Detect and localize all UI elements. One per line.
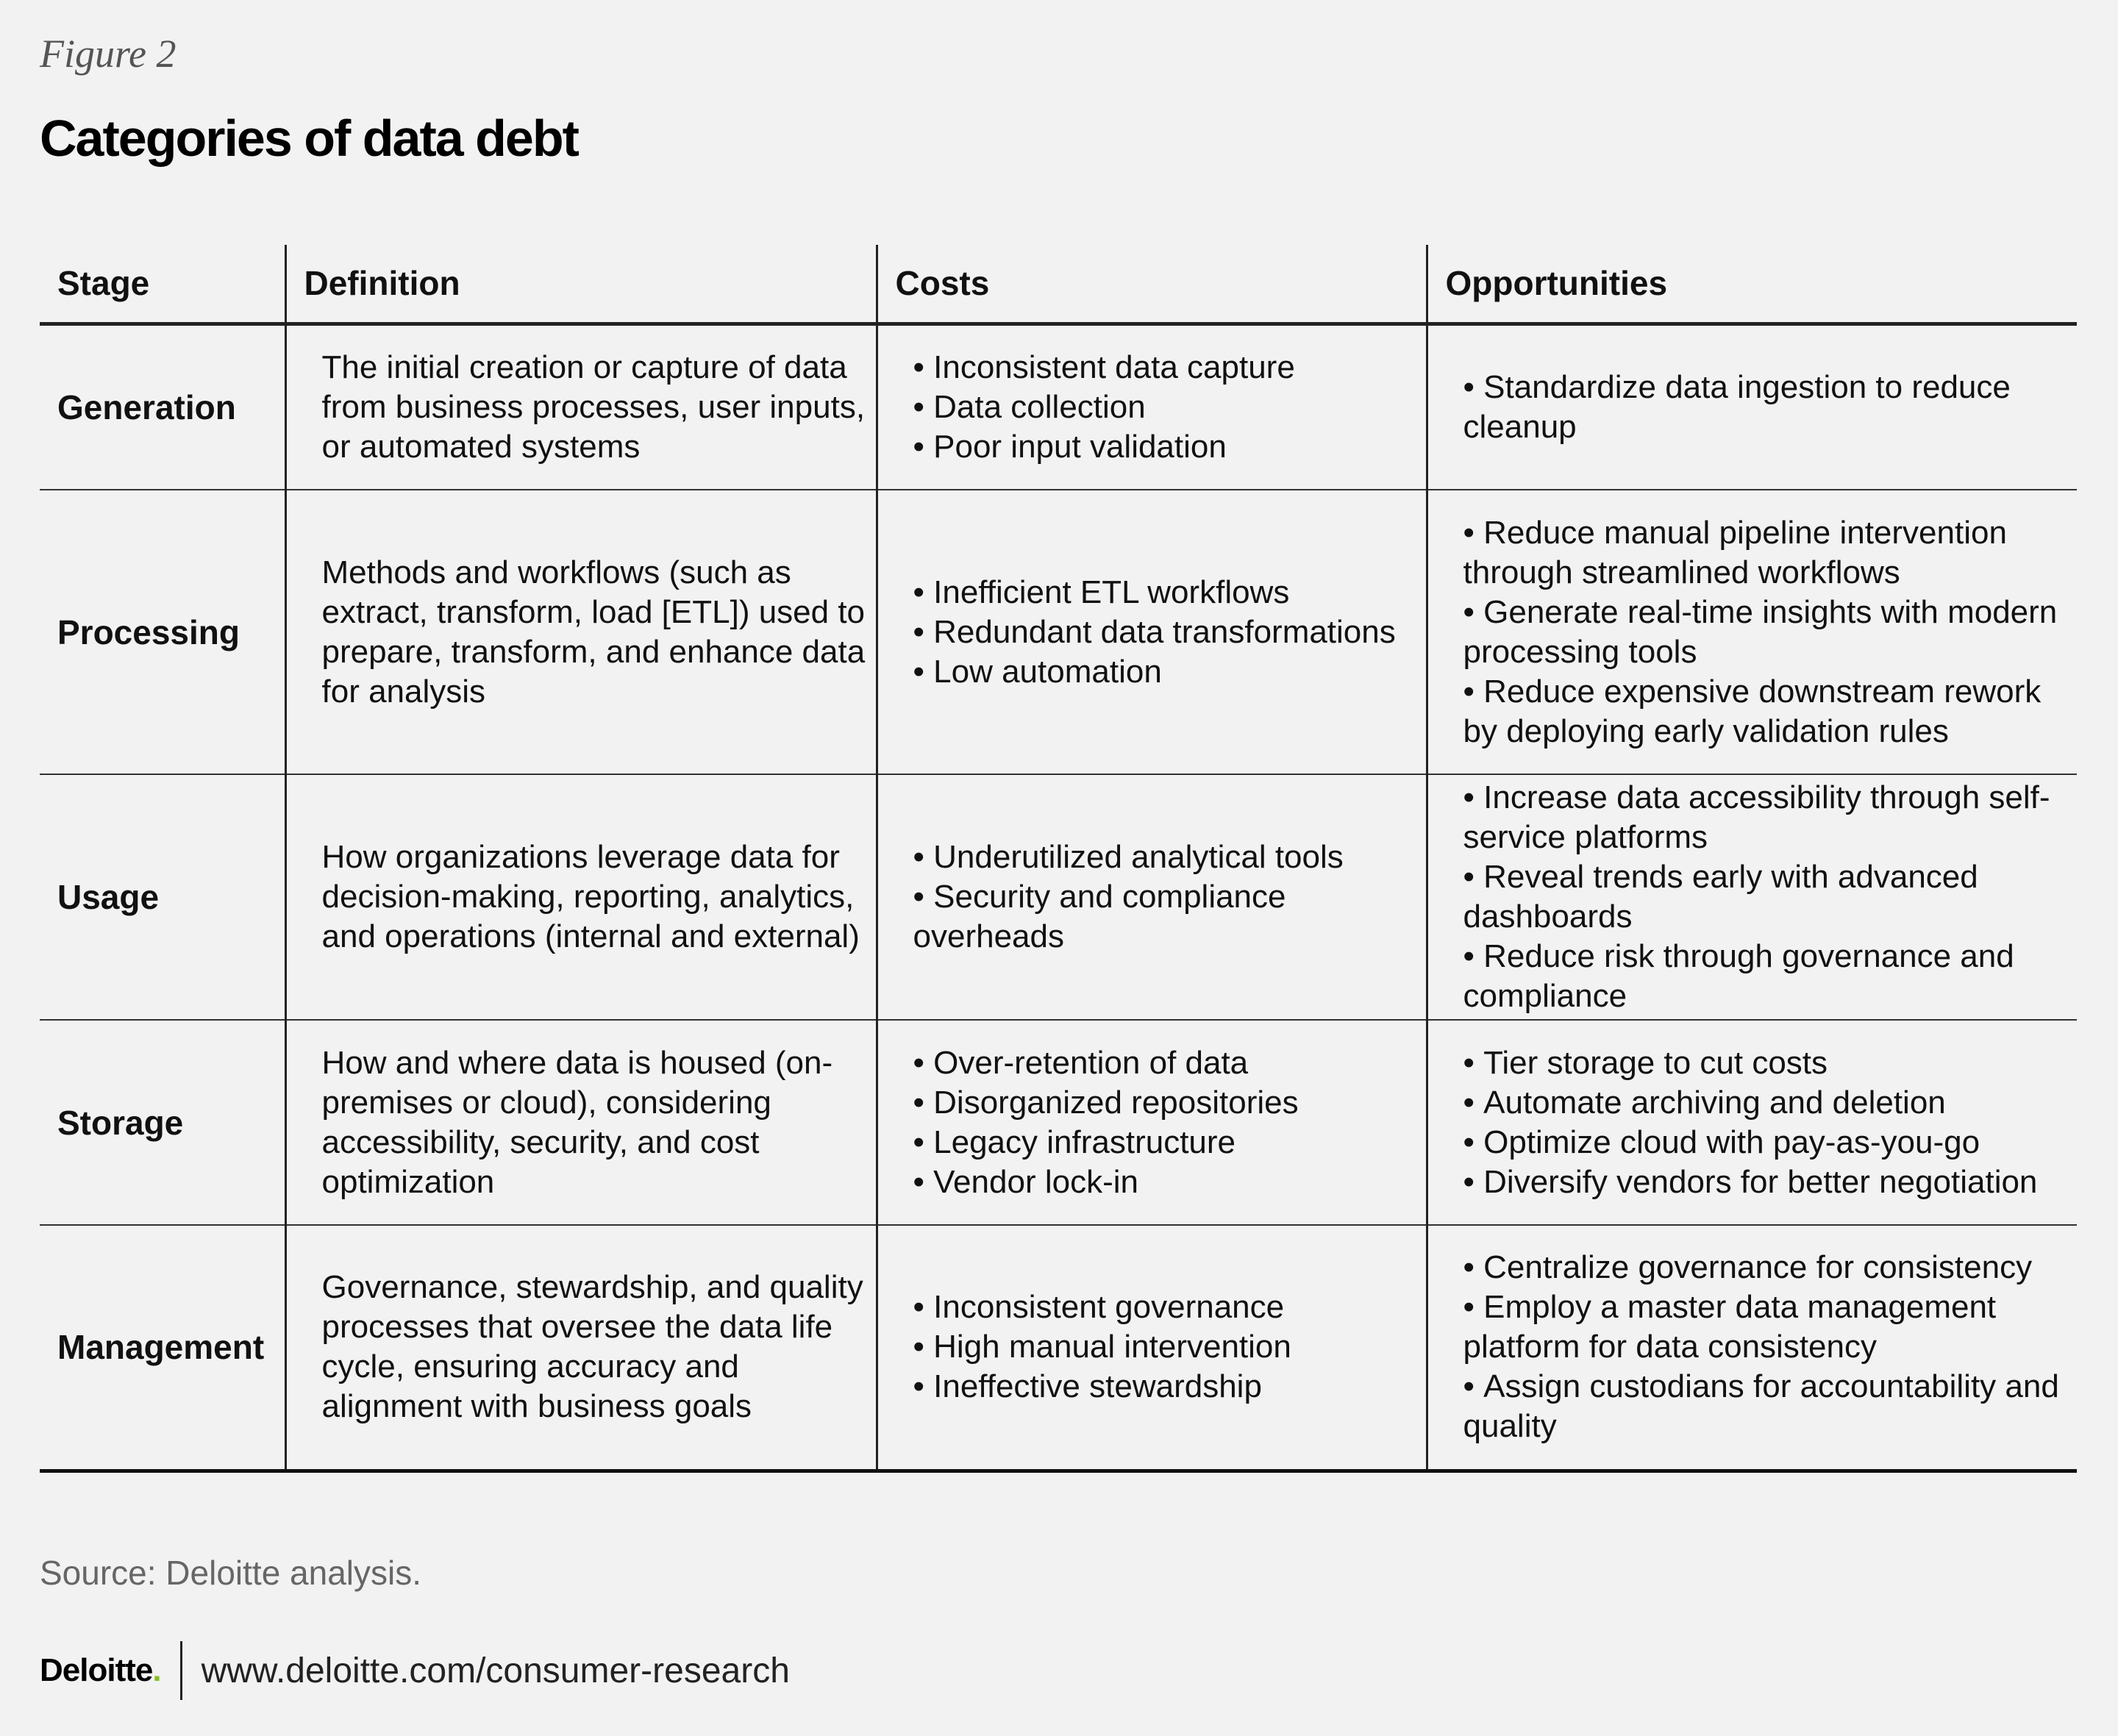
cost-item: • Security and compliance overheads xyxy=(913,877,1419,957)
stage-cell: Management xyxy=(40,1225,285,1471)
opportunities-cell xyxy=(1427,774,2077,1020)
stage-cell: Generation xyxy=(40,324,285,490)
header-costs: Costs xyxy=(877,245,1427,324)
table-row xyxy=(40,1225,2077,1471)
cost-item: • Inefficient ETL workflows xyxy=(913,573,1419,612)
table-row xyxy=(40,774,2077,1020)
cost-item: • Ineffective stewardship xyxy=(913,1367,1419,1407)
cost-item: • Over-retention of data xyxy=(913,1043,1419,1083)
cost-item: • Underutilized analytical tools xyxy=(913,837,1419,877)
opportunities-cell xyxy=(1427,1020,2077,1225)
footer xyxy=(40,1641,790,1700)
opportunities-cell xyxy=(1427,490,2077,774)
source-note: Source: Deloitte analysis. xyxy=(40,1554,422,1592)
definition-cell: How and where data is housed (on-premises or cloud), considering accessibility, security, and cost optimization xyxy=(285,1020,877,1225)
table-header-row xyxy=(40,245,2077,324)
definition-cell: Methods and workflows (such as extract, transform, load [ETL]) used to prepare, transform, and enhance data for analysis xyxy=(285,490,877,774)
opportunity-item: • Reduce risk through governance and compliance xyxy=(1463,937,2070,1016)
costs-cell xyxy=(877,490,1427,774)
footer-divider xyxy=(180,1641,182,1700)
cost-item: • Redundant data transformations xyxy=(913,612,1419,652)
definition-cell: Governance, stewardship, and quality processes that oversee the data life cycle, ensuring accuracy and alignment with business goals xyxy=(285,1225,877,1471)
opportunity-item: • Reveal trends early with advanced dashboards xyxy=(1463,857,2070,937)
opportunity-item: • Increase data accessibility through self-service platforms xyxy=(1463,778,2070,857)
opportunity-item: • Diversify vendors for better negotiation xyxy=(1463,1162,2070,1202)
opportunity-item: • Centralize governance for consistency xyxy=(1463,1248,2070,1287)
opportunity-item: • Assign custodians for accountability and quality xyxy=(1463,1367,2070,1446)
cost-item: • Low automation xyxy=(913,652,1419,692)
cost-item: • Inconsistent governance xyxy=(913,1287,1419,1327)
figure-title: Categories of data debt xyxy=(40,110,578,167)
header-stage: Stage xyxy=(40,245,285,324)
costs-cell xyxy=(877,774,1427,1020)
header-opportunities: Opportunities xyxy=(1427,245,2077,324)
cost-item: • Disorganized repositories xyxy=(913,1083,1419,1123)
table-row xyxy=(40,490,2077,774)
logo-text: Deloitte xyxy=(40,1652,153,1688)
deloitte-logo xyxy=(40,1652,161,1689)
opportunities-cell xyxy=(1427,324,2077,490)
costs-cell xyxy=(877,324,1427,490)
cost-item: • Data collection xyxy=(913,387,1419,427)
opportunity-item: • Reduce expensive downstream rework by deploying early validation rules xyxy=(1463,672,2070,751)
opportunities-cell xyxy=(1427,1225,2077,1471)
stage-cell: Storage xyxy=(40,1020,285,1225)
cost-item: • Inconsistent data capture xyxy=(913,348,1419,387)
definition-cell: How organizations leverage data for decision-making, reporting, analytics, and operations (internal and external) xyxy=(285,774,877,1020)
costs-cell xyxy=(877,1020,1427,1225)
opportunity-item: • Employ a master data management platform for data consistency xyxy=(1463,1287,2070,1367)
stage-cell: Usage xyxy=(40,774,285,1020)
opportunity-item: • Automate archiving and deletion xyxy=(1463,1083,2070,1123)
table-row xyxy=(40,1020,2077,1225)
opportunity-item: • Standardize data ingestion to reduce cleanup xyxy=(1463,368,2070,447)
opportunity-item: • Reduce manual pipeline intervention through streamlined workflows xyxy=(1463,513,2070,593)
cost-item: • Poor input validation xyxy=(913,427,1419,467)
stage-cell: Processing xyxy=(40,490,285,774)
footer-url-link[interactable]: www.deloitte.com/consumer-research xyxy=(201,1651,790,1690)
costs-cell xyxy=(877,1225,1427,1471)
cost-item: • Vendor lock-in xyxy=(913,1162,1419,1202)
opportunity-item: • Optimize cloud with pay-as-you-go xyxy=(1463,1123,2070,1162)
cost-item: • Legacy infrastructure xyxy=(913,1123,1419,1162)
opportunity-item: • Tier storage to cut costs xyxy=(1463,1043,2070,1083)
definition-cell: The initial creation or capture of data from business processes, user inputs, or automated systems xyxy=(285,324,877,490)
header-definition: Definition xyxy=(285,245,877,324)
opportunity-item: • Generate real-time insights with modern processing tools xyxy=(1463,593,2070,672)
logo-dot: . xyxy=(152,1652,161,1688)
cost-item: • High manual intervention xyxy=(913,1327,1419,1367)
data-debt-table xyxy=(40,245,2077,1473)
figure-label: Figure 2 xyxy=(40,32,176,76)
table-row xyxy=(40,324,2077,490)
